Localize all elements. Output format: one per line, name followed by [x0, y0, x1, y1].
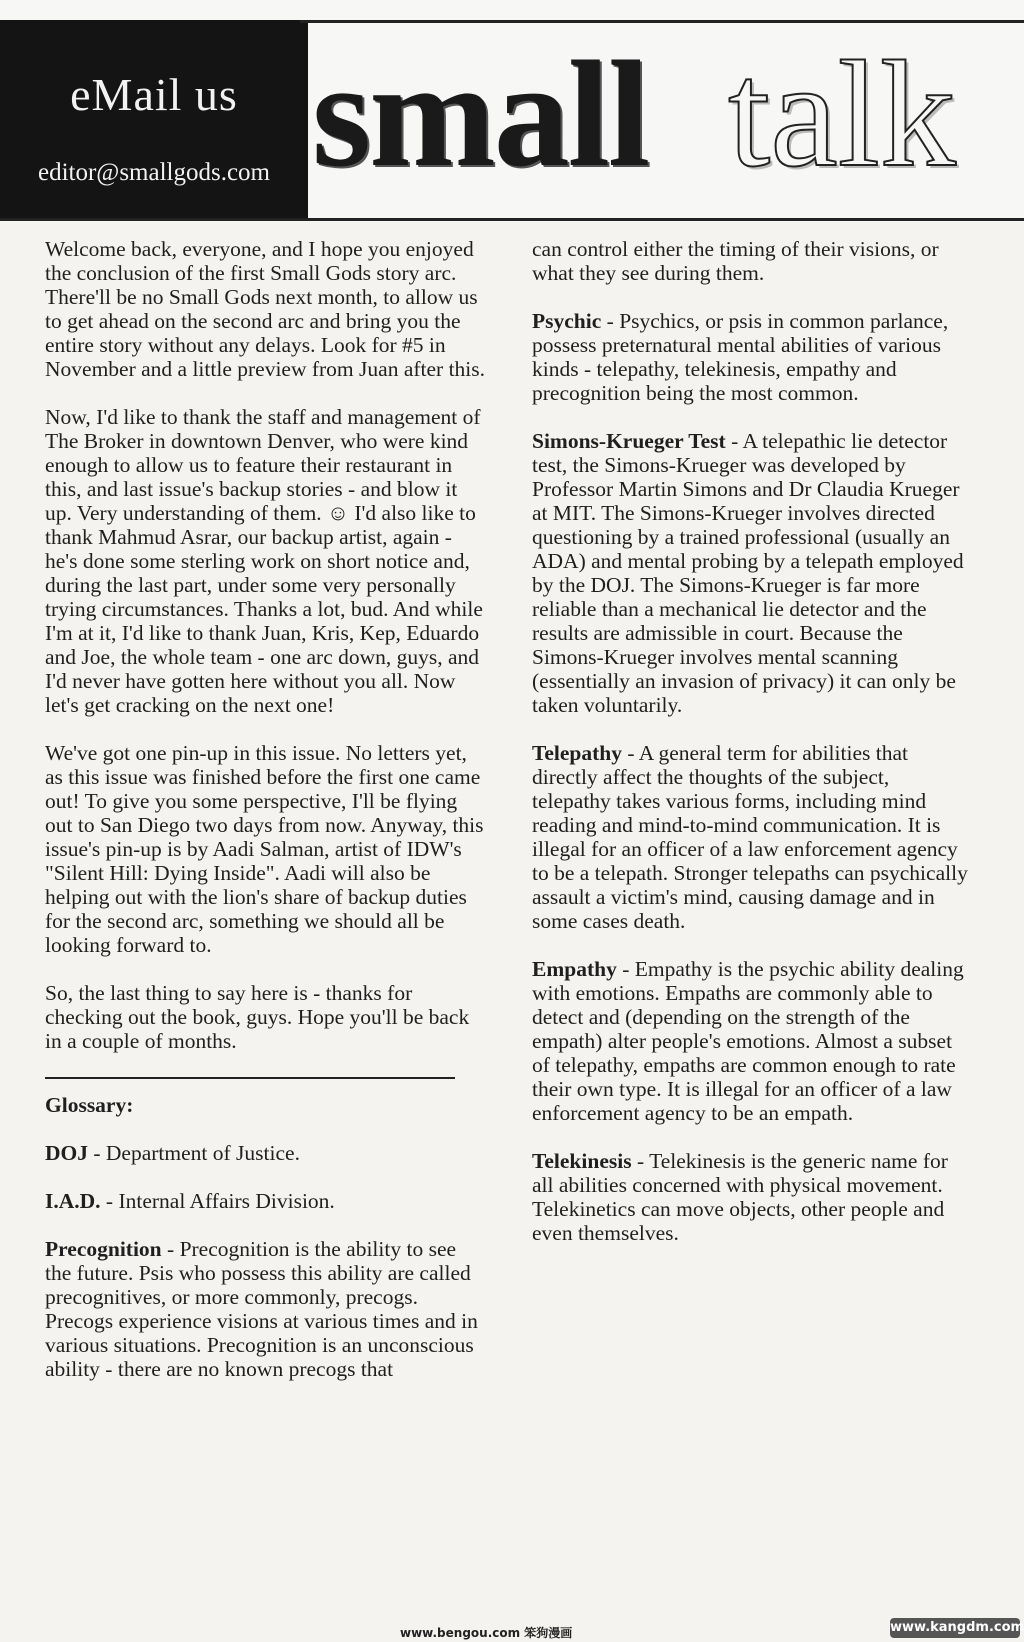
right-column [532, 237, 972, 1269]
glossary-definition: - Telekinesis is the generic name for all abilities concerned with physical movement. Telekinetics can move objects, other people and even themselves. [532, 1149, 948, 1245]
header-rule-bottom [0, 218, 1024, 221]
glossary-entry-psychic [532, 309, 972, 405]
glossary-term: I.A.D. [45, 1189, 101, 1213]
glossary-entry-simons-krueger [532, 429, 972, 717]
site-watermark[interactable]: www.kangdm.com [890, 1618, 1020, 1638]
glossary-definition: - Department of Justice. [88, 1141, 300, 1165]
footer-credit[interactable]: www.bengou.com 笨狗漫画 [400, 1626, 573, 1640]
glossary-term: Psychic [532, 309, 602, 333]
email-address[interactable]: editor@smallgods.com [37, 159, 271, 186]
glossary-divider [45, 1077, 455, 1079]
email-title: eMail us [70, 69, 238, 120]
letter-paragraph: We've got one pin-up in this issue. No letters yet, as this issue was finished before the first one came out! To give you some perspective, I'll be flying out to San Diego two days from now. Anyway, this issue's pin-up is by Aadi Salman, artist of IDW's "Silent Hill: Dying Inside". Aadi will also be helping out with the lion's share of backup duties for the second arc, something we should all be looking forward to. [45, 741, 484, 957]
glossary-heading: Glossary: [45, 1093, 134, 1117]
glossary-definition: - Empathy is the psychic ability dealing with emotions. Empaths are commonly able to detect and (depending on the strength of the empath) alter people's emotions. Almost a subset of telepathy, empaths are common enough to rate their own type. It is illegal for an officer of a law enforcement agency to be an empath. [532, 957, 964, 1125]
glossary-definition: - Precognition is the ability to see the future. Psis who possess this ability are called precognitives, or more commonly, precogs. Precogs experience visions at various times and in various situations. Precognition is an unconscious ability - there are no known precogs that [45, 1237, 478, 1381]
letter-paragraph: Now, I'd like to thank the staff and management of The Broker in downtown Denver, who were kind enough to allow us to feature their restaurant in this, and last issue's backup stories - and blow it up. Very understanding of them. ☺ I'd also like to thank Mahmud Asrar, our backup artist, again - he's done some sterling work on short notice and, during the last part, under some very personally trying circumstances. Thanks a lot, bud. And while I'm at it, I'd like to thank Juan, Kris, Kep, Eduardo and Joe, the whole team - one arc down, guys, and I'd never have gotten here without you all. Now let's get cracking on the next one! [45, 405, 483, 717]
glossary-term: Telekinesis [532, 1149, 632, 1173]
glossary-term: Precognition [45, 1237, 162, 1261]
glossary-definition: - A general term for abilities that directly affect the thoughts of the subject, telepathy takes various forms, including mind reading and mind-to-mind communication. It is illegal for an officer of a law enforcement agency to be a telepath. Stronger telepaths can psychically assault a victim's mind, causing damage and in some cases death. [532, 741, 968, 933]
glossary-entry-telekinesis [532, 1149, 972, 1245]
glossary-term: Telepathy [532, 741, 622, 765]
glossary-definition: - Psychics, or psis in common parlance, possess preternatural mental abilities of various kinds - telepathy, telekinesis, empathy and precognition being the most common. [532, 309, 949, 405]
glossary-entry-empathy [532, 957, 972, 1125]
glossary-term: Simons-Krueger Test [532, 429, 726, 453]
glossary-term: DOJ [45, 1141, 88, 1165]
glossary-entry-iad [45, 1189, 485, 1213]
glossary-entry-doj [45, 1141, 485, 1165]
glossary-definition: - A telepathic lie detector test, the Simons-Krueger was developed by Professor Martin Simons and Dr Claudia Krueger at MIT. The Simons-Krueger involves directed questioning by a trained professional (usually an ADA) and mental probing by a telepath employed by the DOJ. The Simons-Krueger is far more reliable than a mechanical lie detector and the results are admissible in court. Because the Simons-Krueger involves mental scanning (essentially an invasion of privacy) it can only be taken voluntarily. [532, 429, 964, 717]
header-rule-top [300, 20, 1024, 23]
left-column [45, 237, 485, 1405]
letter-paragraph: So, the last thing to say here is - thanks for checking out the book, guys. Hope you'll be back in a couple of months. [45, 981, 470, 1053]
glossary-continued-text: can control either the timing of their visions, or what they see during them. [532, 237, 939, 285]
glossary-entry-precognition [45, 1237, 485, 1381]
email-box [0, 20, 308, 220]
glossary-definition: - Internal Affairs Division. [100, 1189, 335, 1213]
page-header [0, 0, 1024, 222]
glossary-term: Empathy [532, 957, 617, 981]
letter-paragraph: Welcome back, everyone, and I hope you enjoyed the conclusion of the first Small Gods story arc. There'll be no Small Gods next month, to allow us to get ahead on the second arc and bring you the entire story without any delays. Look for #5 in November and a little preview from Juan after this. [45, 237, 486, 381]
logo-small-word: small [312, 30, 649, 198]
glossary-entry-telepathy [532, 741, 972, 933]
logo-talk-word: talk [728, 30, 956, 198]
